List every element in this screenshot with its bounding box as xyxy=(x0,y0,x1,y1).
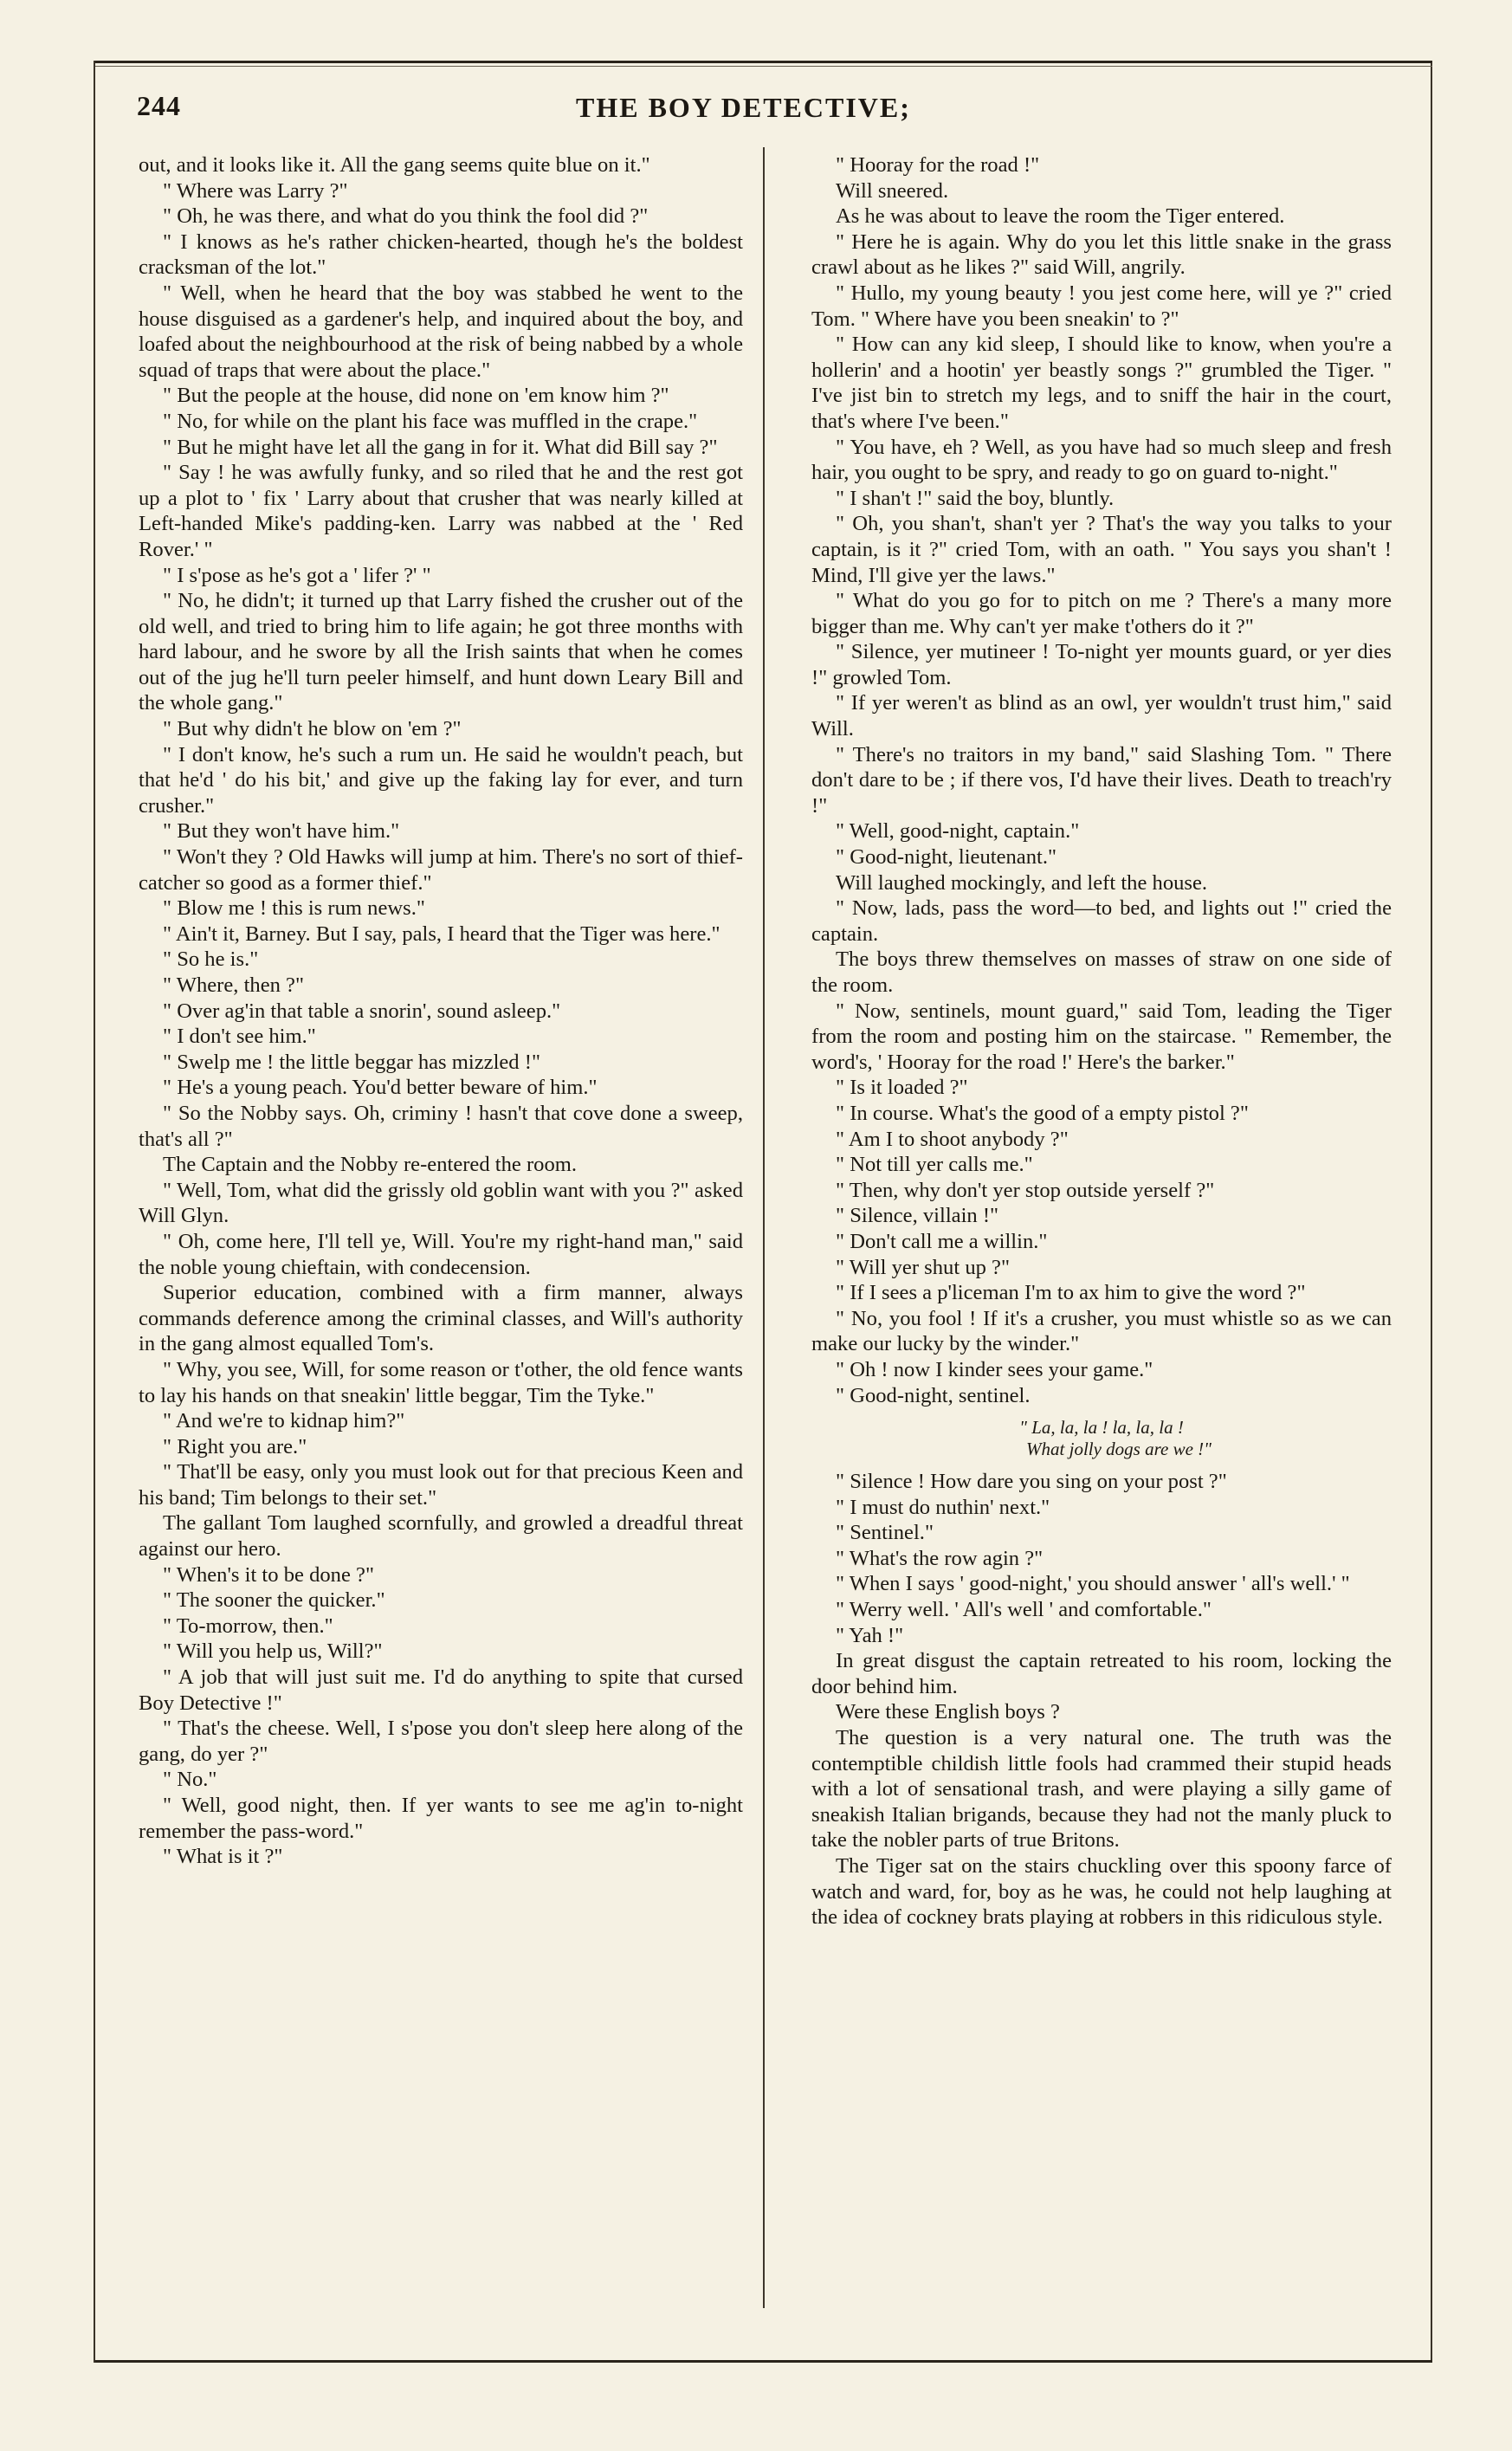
paragraph: " When's it to be done ?" xyxy=(163,1562,374,1587)
paragraph: " Silence ! How dare you sing on your post ?" xyxy=(836,1470,1227,1494)
paragraph: " But why didn't he blow on 'em ?" xyxy=(163,717,462,741)
paragraph: " Why, you see, Will, for some reason or t'other, the old fence wants to lay his hands on that sneakin' little beggar, Tim the Tyke." xyxy=(139,1357,743,1407)
paragraph: " Not till yer calls me." xyxy=(836,1153,1033,1177)
paragraph: " Oh ! now I kinder sees your game." xyxy=(836,1357,1153,1381)
paragraph: " I shan't !" said the boy, bluntly. xyxy=(836,486,1115,510)
paragraph: Will laughed mockingly, and left the house. xyxy=(836,870,1208,895)
paragraph: " So the Nobby says. Oh, criminy ! hasn't that cove done a sweep, that's all ?" xyxy=(139,1101,743,1151)
page-border-left xyxy=(94,61,95,2363)
page-number: 244 xyxy=(137,90,181,121)
paragraph: " No, you fool ! If it's a crusher, you must whistle so as we can make our lucky by the winder." xyxy=(811,1306,1392,1356)
paragraph: " Is it loaded ?" xyxy=(836,1076,968,1100)
paragraph: " And we're to kidnap him?" xyxy=(163,1409,405,1433)
paragraph: " Good-night, lieutenant." xyxy=(836,845,1057,870)
paragraph: " Werry well. ' All's well ' and comfortable." xyxy=(836,1598,1212,1622)
running-title: THE BOY DETECTIVE; xyxy=(576,92,911,123)
paragraph: Will sneered. xyxy=(836,178,949,203)
verse-line-2: What jolly dogs are we !" xyxy=(1026,1439,1212,1460)
paragraph: " Then, why don't yer stop outside yerself ?" xyxy=(836,1178,1215,1202)
paragraph: " Hooray for the road !" xyxy=(836,153,1040,177)
paragraph: " Now, sentinels, mount guard," said Tom, leading the Tiger from the room and posting him on the staircase. " Remember, the word's, ' Hooray for the road !' Here's the barker." xyxy=(811,999,1392,1074)
paragraph: " Blow me ! this is rum news." xyxy=(163,896,425,921)
verse-line-1: " La, la, la ! la, la, la ! xyxy=(1019,1417,1184,1439)
paragraph: out, and it looks like it. All the gang seems quite blue on it." xyxy=(139,153,650,177)
paragraph: The question is a very natural one. The truth was the contemptible childish little fools had crammed their stupid heads with a lot of sensational trash, and were playing a silly game of sneakish Italian brigands, because they had not the manly pluck to take the nobler parts of true Britons. xyxy=(811,1726,1392,1853)
paragraph: In great disgust the captain retreated to his room, locking the door behind him. xyxy=(811,1649,1392,1698)
paragraph: " When I says ' good-night,' you should answer ' all's well.' " xyxy=(836,1572,1350,1596)
paragraph: " Won't they ? Old Hawks will jump at him. There's no sort of thief-catcher so good as a former thief." xyxy=(139,845,743,895)
paragraph: " Say ! he was awfully funky, and so riled that he and the rest got up a plot to ' fix ' Larry about that crusher that was nearly killed at Left-handed Mike's padding-ken. Larry was nabbed at the ' Red Rover.' " xyxy=(139,461,743,561)
paragraph: " No." xyxy=(163,1768,217,1792)
paragraph: The gallant Tom laughed scornfully, and growled a dreadful threat against our hero. xyxy=(139,1511,743,1562)
song-verse xyxy=(811,1417,1392,1460)
paragraph: " Oh, come here, I'll tell ye, Will. You're my right-hand man," said the noble young chieftain, with condecension. xyxy=(139,1229,743,1279)
left-column xyxy=(139,152,743,1870)
paragraph: " If yer weren't as blind as an owl, yer wouldn't trust him," said Will. xyxy=(811,691,1392,741)
paragraph: " Good-night, sentinel. xyxy=(836,1383,1031,1407)
paragraph: " A job that will just suit me. I'd do anything to spite that cursed Boy Detective !" xyxy=(139,1665,743,1715)
paragraph: " Oh, you shan't, shan't yer ? That's the way you talks to your captain, is it ?" cried Tom, with an oath. " You says you shan't ! Mind, I'll give yer the laws." xyxy=(811,512,1392,587)
paragraph: " What is it ?" xyxy=(163,1845,283,1869)
paragraph: " But they won't have him." xyxy=(163,819,400,844)
column-divider xyxy=(763,147,765,2308)
paragraph: The Tiger sat on the stairs chuckling over this spoony farce of watch and ward, for, boy as he was, he could not help laughing at the idea of cockney brats playing at robbers in this ridiculous style. xyxy=(811,1854,1392,1930)
paragraph: " What do you go for to pitch on me ? There's a many more bigger than me. Why can't yer make t'others do it ?" xyxy=(811,589,1392,638)
paragraph: " Well, good night, then. If yer wants to see me ag'in to-night remember the pass-word." xyxy=(139,1794,743,1843)
paragraph: " I knows as he's rather chicken-hearted, though he's the boldest cracksman of the lot." xyxy=(139,230,743,280)
paragraph: " He's a young peach. You'd better beware of him." xyxy=(163,1076,598,1100)
paragraph: " Now, lads, pass the word—to bed, and lights out !" cried the captain. xyxy=(811,896,1392,946)
paragraph: " I must do nuthin' next." xyxy=(836,1495,1050,1519)
page-border-right xyxy=(1431,61,1432,2363)
footer-rule xyxy=(95,2360,1432,2363)
paragraph: " Well, Tom, what did the grissly old goblin want with you ?" asked Will Glyn. xyxy=(139,1178,743,1228)
paragraph: " The sooner the quicker." xyxy=(163,1588,385,1613)
paragraph: " If I sees a p'liceman I'm to ax him to give the word ?" xyxy=(836,1281,1306,1305)
paragraph: As he was about to leave the room the Tiger entered. xyxy=(836,204,1285,229)
paragraph: " I don't know, he's such a rum un. He said he wouldn't peach, but that he'd ' do his bit,' and give up the faking lay for ever, and turn crusher." xyxy=(139,742,743,818)
paragraph: " But the people at the house, did none on 'em know him ?" xyxy=(163,384,669,408)
paragraph: " Well, good-night, captain." xyxy=(836,819,1080,844)
paragraph: Were these English boys ? xyxy=(836,1700,1060,1724)
paragraph: " That's the cheese. Well, I s'pose you don't sleep here along of the gang, do yer ?" xyxy=(139,1717,743,1766)
paragraph: " Oh, he was there, and what do you think the fool did ?" xyxy=(163,204,649,229)
paragraph: " No, he didn't; it turned up that Larry fished the crusher out of the old well, and tried to bring him to life again; he got three months with hard labour, and he swore by all the Irish saints that when he comes out of the jug he'll turn peeler himself, and hunt down Leary Bill and the whole gang." xyxy=(139,589,743,715)
right-column xyxy=(811,152,1392,1930)
right-column-top-text xyxy=(811,152,1392,1408)
paragraph: " Am I to shoot anybody ?" xyxy=(836,1127,1069,1151)
paragraph: " Where was Larry ?" xyxy=(163,178,348,203)
paragraph: " To-morrow, then." xyxy=(163,1614,333,1638)
paragraph: " I don't see him." xyxy=(163,1025,316,1049)
paragraph: " No, for while on the plant his face was muffled in the crape." xyxy=(163,409,698,433)
paragraph: " Silence, yer mutineer ! To-night yer mounts guard, or yer dies !" growled Tom. xyxy=(811,640,1392,689)
paragraph: " What's the row agin ?" xyxy=(836,1546,1044,1570)
paragraph: The boys threw themselves on masses of straw on one side of the room. xyxy=(811,947,1392,997)
paragraph: " You have, eh ? Well, as you have had so much sleep and fresh hair, you ought to be spry, and ready to go on guard to-night." xyxy=(811,435,1392,485)
header-rule-thin xyxy=(95,66,1432,67)
paragraph: " That'll be easy, only you must look out for that precious Keen and his band; Tim belongs to their set." xyxy=(139,1460,743,1510)
paragraph: " Over ag'in that table a snorin', sound asleep." xyxy=(163,999,561,1023)
paragraph: " Well, when he heard that the boy was stabbed he went to the house disguised as a gardener's help, and inquired about the boy, and loafed about the neighbourhood at the risk of being nabbed by a whole squad of traps that were about the place." xyxy=(139,281,743,382)
paragraph: " Yah !" xyxy=(836,1623,904,1647)
paragraph: " Sentinel." xyxy=(836,1521,934,1545)
paragraph: " How can any kid sleep, I should like to know, when you're a hollerin' and a hootin' yer beastly songs ?" grumbled the Tiger. " I've jist bin to stretch my legs, and to sniff the hair in the court, that's where I've been." xyxy=(811,333,1392,433)
paragraph: " Will yer shut up ?" xyxy=(836,1255,1011,1279)
header-rule xyxy=(95,61,1432,63)
paragraph: " Hullo, my young beauty ! you jest come here, will ye ?" cried Tom. " Where have you been sneakin' to ?" xyxy=(811,281,1392,331)
right-column-bottom-text xyxy=(811,1469,1392,1930)
paragraph: " Swelp me ! the little beggar has mizzled !" xyxy=(163,1050,540,1074)
paragraph: " There's no traitors in my band," said Slashing Tom. " There don't dare to be ; if there vos, I'd have their lives. Death to treach'ry !" xyxy=(811,742,1392,818)
paragraph: Superior education, combined with a firm manner, always commands deference among the criminal classes, and Will's authority in the gang almost equalled Tom's. xyxy=(139,1281,743,1356)
paragraph: " Right you are." xyxy=(163,1434,307,1458)
paragraph: " Will you help us, Will?" xyxy=(163,1639,383,1664)
paragraph: " Here he is again. Why do you let this little snake in the grass crawl about as he likes ?" said Will, angrily. xyxy=(811,230,1392,280)
paragraph: The Captain and the Nobby re-entered the room. xyxy=(163,1153,578,1177)
paragraph: " Don't call me a willin." xyxy=(836,1229,1048,1253)
paragraph: " Silence, villain !" xyxy=(836,1204,999,1228)
paragraph: " In course. What's the good of a empty pistol ?" xyxy=(836,1101,1249,1125)
paragraph: " I s'pose as he's got a ' lifer ?' " xyxy=(163,563,431,587)
paragraph: " Where, then ?" xyxy=(163,973,305,997)
paragraph: " So he is." xyxy=(163,947,259,972)
paragraph: " But he might have let all the gang in for it. What did Bill say ?" xyxy=(163,435,718,459)
paragraph: " Ain't it, Barney. But I say, pals, I heard that the Tiger was here." xyxy=(163,922,720,946)
